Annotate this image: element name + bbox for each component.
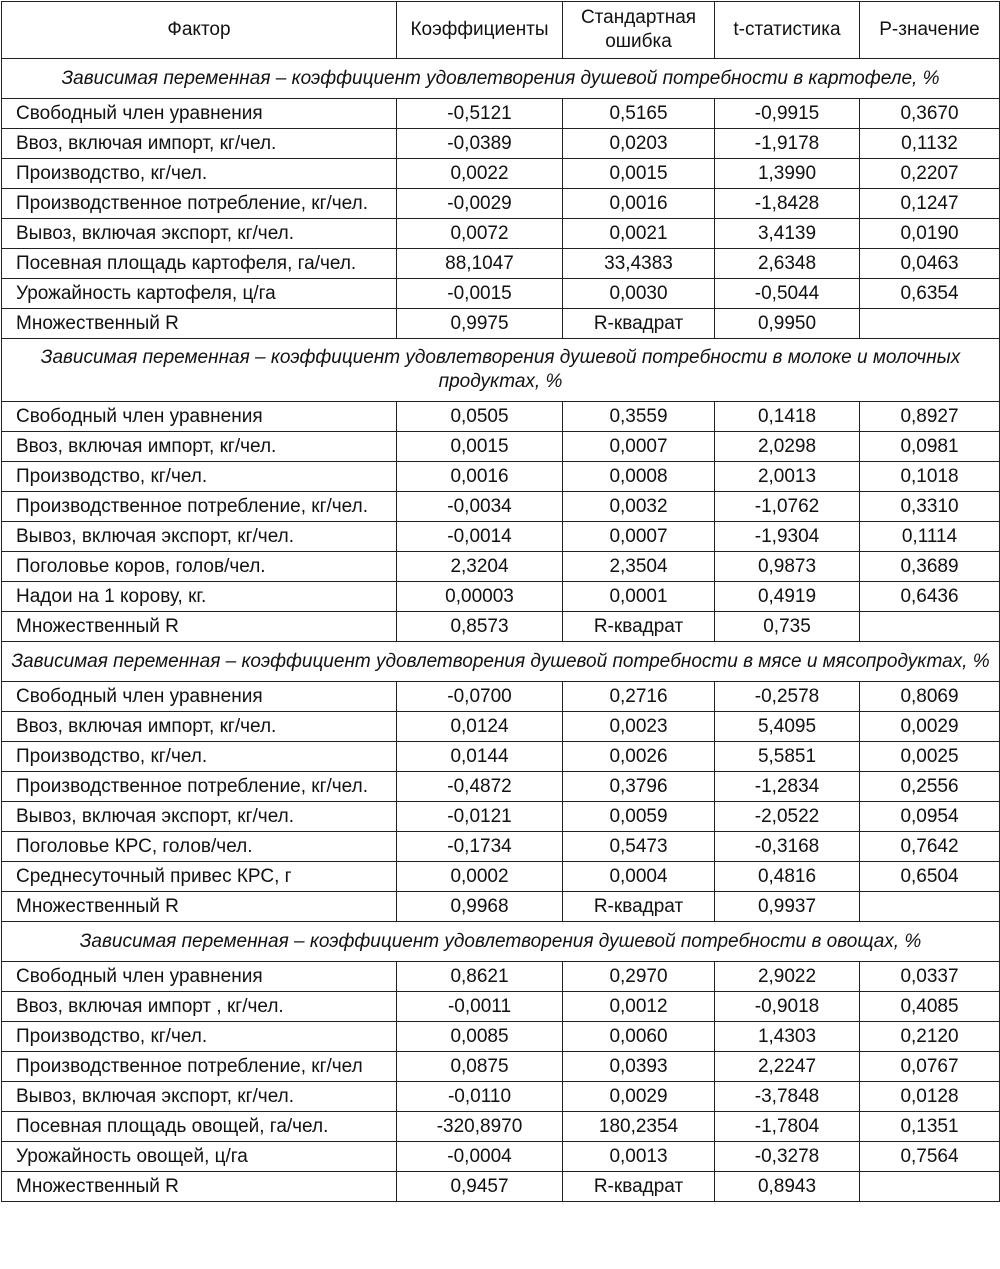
p-value-cell: 0,0463 <box>860 249 1000 279</box>
table-row <box>2 862 1000 892</box>
summary-row <box>2 1172 1000 1202</box>
multiple-r-value: 0,8573 <box>397 612 563 642</box>
p-value-cell: 0,6436 <box>860 582 1000 612</box>
table-row <box>2 462 1000 492</box>
empty-cell <box>860 612 1000 642</box>
table-row <box>2 742 1000 772</box>
summary-row <box>2 309 1000 339</box>
coefficient-cell: 2,3204 <box>397 552 563 582</box>
coefficient-cell: 0,0016 <box>397 462 563 492</box>
section-title: Зависимая переменная – коэффициент удовлетворения душевой потребности в овощах, % <box>2 922 1000 962</box>
header-t-statistic: t-статистика <box>715 2 860 59</box>
p-value-cell: 0,2556 <box>860 772 1000 802</box>
t-statistic-cell: -0,2578 <box>715 682 860 712</box>
factor-cell: Производство, кг/чел. <box>2 462 397 492</box>
table-row <box>2 1052 1000 1082</box>
factor-cell: Производственное потребление, кг/чел. <box>2 772 397 802</box>
regression-table <box>1 1 1000 1202</box>
t-statistic-cell: -2,0522 <box>715 802 860 832</box>
p-value-cell: 0,1114 <box>860 522 1000 552</box>
table-row <box>2 522 1000 552</box>
p-value-cell: 0,0029 <box>860 712 1000 742</box>
section-title: Зависимая переменная – коэффициент удовлетворения душевой потребности в молоке и молочных продуктах, % <box>2 339 1000 402</box>
section-title: Зависимая переменная – коэффициент удовлетворения душевой потребности в мясе и мясопродуктах, % <box>2 642 1000 682</box>
coefficient-cell: -0,0015 <box>397 279 563 309</box>
factor-cell: Ввоз, включая импорт, кг/чел. <box>2 712 397 742</box>
coefficient-cell: 0,0144 <box>397 742 563 772</box>
header-p-value: P-значение <box>860 2 1000 59</box>
factor-cell: Производственное потребление, кг/чел. <box>2 189 397 219</box>
t-statistic-cell: -0,9915 <box>715 99 860 129</box>
section-title-row <box>2 642 1000 682</box>
p-value-cell: 0,0337 <box>860 962 1000 992</box>
coefficient-cell: 0,00003 <box>397 582 563 612</box>
table-row <box>2 159 1000 189</box>
r-squared-label: R-квадрат <box>563 1172 715 1202</box>
multiple-r-label: Множественный R <box>2 892 397 922</box>
p-value-cell: 0,7642 <box>860 832 1000 862</box>
coefficient-cell: -0,0004 <box>397 1142 563 1172</box>
t-statistic-cell: -0,9018 <box>715 992 860 1022</box>
std-error-cell: 0,0023 <box>563 712 715 742</box>
table-row <box>2 772 1000 802</box>
multiple-r-label: Множественный R <box>2 309 397 339</box>
std-error-cell: 0,3796 <box>563 772 715 802</box>
factor-cell: Свободный член уравнения <box>2 962 397 992</box>
factor-cell: Урожайность овощей, ц/га <box>2 1142 397 1172</box>
t-statistic-cell: 1,4303 <box>715 1022 860 1052</box>
coefficient-cell: -0,1734 <box>397 832 563 862</box>
std-error-cell: 0,3559 <box>563 402 715 432</box>
coefficient-cell: 0,0015 <box>397 432 563 462</box>
p-value-cell: 0,3310 <box>860 492 1000 522</box>
r-squared-value: 0,8943 <box>715 1172 860 1202</box>
coefficient-cell: -0,5121 <box>397 99 563 129</box>
table-row <box>2 492 1000 522</box>
coefficient-cell: 0,0085 <box>397 1022 563 1052</box>
p-value-cell: 0,6354 <box>860 279 1000 309</box>
r-squared-value: 0,9950 <box>715 309 860 339</box>
std-error-cell: 0,5165 <box>563 99 715 129</box>
summary-row <box>2 892 1000 922</box>
p-value-cell: 0,0190 <box>860 219 1000 249</box>
p-value-cell: 0,2207 <box>860 159 1000 189</box>
table-row <box>2 1022 1000 1052</box>
section-title-row <box>2 59 1000 99</box>
t-statistic-cell: -0,3168 <box>715 832 860 862</box>
coefficient-cell: 0,0072 <box>397 219 563 249</box>
empty-cell <box>860 892 1000 922</box>
table-row <box>2 552 1000 582</box>
coefficient-cell: 0,0875 <box>397 1052 563 1082</box>
t-statistic-cell: -1,9304 <box>715 522 860 552</box>
coefficient-cell: 0,8621 <box>397 962 563 992</box>
std-error-cell: 2,3504 <box>563 552 715 582</box>
std-error-cell: 0,0007 <box>563 522 715 552</box>
t-statistic-cell: 0,4816 <box>715 862 860 892</box>
std-error-cell: 0,0012 <box>563 992 715 1022</box>
table-row <box>2 432 1000 462</box>
p-value-cell: 0,0981 <box>860 432 1000 462</box>
coefficient-cell: 0,0124 <box>397 712 563 742</box>
r-squared-label: R-квадрат <box>563 612 715 642</box>
coefficient-cell: -0,0011 <box>397 992 563 1022</box>
p-value-cell: 0,7564 <box>860 1142 1000 1172</box>
factor-cell: Ввоз, включая импорт , кг/чел. <box>2 992 397 1022</box>
table-row <box>2 129 1000 159</box>
table-row <box>2 712 1000 742</box>
factor-cell: Ввоз, включая импорт, кг/чел. <box>2 432 397 462</box>
t-statistic-cell: 5,5851 <box>715 742 860 772</box>
std-error-cell: 0,5473 <box>563 832 715 862</box>
p-value-cell: 0,0767 <box>860 1052 1000 1082</box>
p-value-cell: 0,1132 <box>860 129 1000 159</box>
p-value-cell: 0,2120 <box>860 1022 1000 1052</box>
p-value-cell: 0,0954 <box>860 802 1000 832</box>
factor-cell: Ввоз, включая импорт, кг/чел. <box>2 129 397 159</box>
std-error-cell: 0,0059 <box>563 802 715 832</box>
factor-cell: Свободный член уравнения <box>2 682 397 712</box>
std-error-cell: 180,2354 <box>563 1112 715 1142</box>
multiple-r-value: 0,9968 <box>397 892 563 922</box>
t-statistic-cell: 2,9022 <box>715 962 860 992</box>
std-error-cell: 0,0021 <box>563 219 715 249</box>
multiple-r-label: Множественный R <box>2 1172 397 1202</box>
std-error-cell: 0,0016 <box>563 189 715 219</box>
header-factor: Фактор <box>2 2 397 59</box>
std-error-cell: 0,0060 <box>563 1022 715 1052</box>
std-error-cell: 0,0015 <box>563 159 715 189</box>
p-value-cell: 0,8069 <box>860 682 1000 712</box>
empty-cell <box>860 309 1000 339</box>
std-error-cell: 0,2716 <box>563 682 715 712</box>
factor-cell: Производственное потребление, кг/чел. <box>2 492 397 522</box>
std-error-cell: 0,0007 <box>563 432 715 462</box>
coefficient-cell: -0,0029 <box>397 189 563 219</box>
std-error-cell: 0,0026 <box>563 742 715 772</box>
table-row <box>2 802 1000 832</box>
coefficient-cell: -0,0034 <box>397 492 563 522</box>
table-row <box>2 992 1000 1022</box>
header-coefficients: Коэффициенты <box>397 2 563 59</box>
factor-cell: Производственное потребление, кг/чел <box>2 1052 397 1082</box>
p-value-cell: 0,8927 <box>860 402 1000 432</box>
table-row <box>2 189 1000 219</box>
empty-cell <box>860 1172 1000 1202</box>
table-row <box>2 219 1000 249</box>
factor-cell: Свободный член уравнения <box>2 99 397 129</box>
p-value-cell: 0,4085 <box>860 992 1000 1022</box>
table-row <box>2 682 1000 712</box>
r-squared-label: R-квадрат <box>563 309 715 339</box>
std-error-cell: 0,0393 <box>563 1052 715 1082</box>
t-statistic-cell: -3,7848 <box>715 1082 860 1112</box>
t-statistic-cell: 2,0013 <box>715 462 860 492</box>
factor-cell: Поголовье КРС, голов/чел. <box>2 832 397 862</box>
table-row <box>2 962 1000 992</box>
coefficient-cell: -0,0110 <box>397 1082 563 1112</box>
t-statistic-cell: 0,1418 <box>715 402 860 432</box>
table-body <box>2 59 1000 1202</box>
t-statistic-cell: -1,8428 <box>715 189 860 219</box>
section-title-row <box>2 339 1000 402</box>
factor-cell: Производство, кг/чел. <box>2 159 397 189</box>
std-error-cell: 33,4383 <box>563 249 715 279</box>
table-row <box>2 402 1000 432</box>
p-value-cell: 0,0025 <box>860 742 1000 772</box>
multiple-r-label: Множественный R <box>2 612 397 642</box>
coefficient-cell: -0,0014 <box>397 522 563 552</box>
factor-cell: Надои на 1 корову, кг. <box>2 582 397 612</box>
coefficient-cell: -0,0389 <box>397 129 563 159</box>
std-error-cell: 0,0001 <box>563 582 715 612</box>
t-statistic-cell: 0,9873 <box>715 552 860 582</box>
factor-cell: Вывоз, включая экспорт, кг/чел. <box>2 522 397 552</box>
table-row <box>2 1112 1000 1142</box>
table-row <box>2 249 1000 279</box>
factor-cell: Производство, кг/чел. <box>2 742 397 772</box>
t-statistic-cell: -1,9178 <box>715 129 860 159</box>
factor-cell: Поголовье коров, голов/чел. <box>2 552 397 582</box>
multiple-r-value: 0,9975 <box>397 309 563 339</box>
coefficient-cell: 0,0022 <box>397 159 563 189</box>
header-row <box>2 2 1000 59</box>
table-row <box>2 99 1000 129</box>
r-squared-label: R-квадрат <box>563 892 715 922</box>
factor-cell: Производство, кг/чел. <box>2 1022 397 1052</box>
table-row <box>2 1142 1000 1172</box>
factor-cell: Посевная площадь овощей, га/чел. <box>2 1112 397 1142</box>
coefficient-cell: -0,0700 <box>397 682 563 712</box>
std-error-cell: 0,0008 <box>563 462 715 492</box>
p-value-cell: 0,6504 <box>860 862 1000 892</box>
t-statistic-cell: 2,0298 <box>715 432 860 462</box>
summary-row <box>2 612 1000 642</box>
t-statistic-cell: -1,2834 <box>715 772 860 802</box>
t-statistic-cell: 3,4139 <box>715 219 860 249</box>
t-statistic-cell: 2,2247 <box>715 1052 860 1082</box>
factor-cell: Вывоз, включая экспорт, кг/чел. <box>2 1082 397 1112</box>
factor-cell: Вывоз, включая экспорт, кг/чел. <box>2 219 397 249</box>
coefficient-cell: 0,0505 <box>397 402 563 432</box>
coefficient-cell: -0,0121 <box>397 802 563 832</box>
t-statistic-cell: 1,3990 <box>715 159 860 189</box>
table-row <box>2 582 1000 612</box>
t-statistic-cell: -1,7804 <box>715 1112 860 1142</box>
section-title-row <box>2 922 1000 962</box>
factor-cell: Урожайность картофеля, ц/га <box>2 279 397 309</box>
std-error-cell: 0,0030 <box>563 279 715 309</box>
t-statistic-cell: 2,6348 <box>715 249 860 279</box>
std-error-cell: 0,0029 <box>563 1082 715 1112</box>
std-error-cell: 0,2970 <box>563 962 715 992</box>
p-value-cell: 0,1351 <box>860 1112 1000 1142</box>
coefficient-cell: 0,0002 <box>397 862 563 892</box>
table-row <box>2 1082 1000 1112</box>
p-value-cell: 0,0128 <box>860 1082 1000 1112</box>
r-squared-value: 0,9937 <box>715 892 860 922</box>
std-error-cell: 0,0032 <box>563 492 715 522</box>
table-row <box>2 832 1000 862</box>
std-error-cell: 0,0013 <box>563 1142 715 1172</box>
r-squared-value: 0,735 <box>715 612 860 642</box>
factor-cell: Вывоз, включая экспорт, кг/чел. <box>2 802 397 832</box>
header-std-error: Стандартная ошибка <box>563 2 715 59</box>
t-statistic-cell: -0,3278 <box>715 1142 860 1172</box>
section-title: Зависимая переменная – коэффициент удовлетворения душевой потребности в картофеле, % <box>2 59 1000 99</box>
p-value-cell: 0,1247 <box>860 189 1000 219</box>
factor-cell: Свободный член уравнения <box>2 402 397 432</box>
coefficient-cell: 88,1047 <box>397 249 563 279</box>
t-statistic-cell: -1,0762 <box>715 492 860 522</box>
p-value-cell: 0,1018 <box>860 462 1000 492</box>
std-error-cell: 0,0004 <box>563 862 715 892</box>
multiple-r-value: 0,9457 <box>397 1172 563 1202</box>
coefficient-cell: -0,4872 <box>397 772 563 802</box>
table-row <box>2 279 1000 309</box>
factor-cell: Среднесуточный привес КРС, г <box>2 862 397 892</box>
std-error-cell: 0,0203 <box>563 129 715 159</box>
p-value-cell: 0,3670 <box>860 99 1000 129</box>
factor-cell: Посевная площадь картофеля, га/чел. <box>2 249 397 279</box>
p-value-cell: 0,3689 <box>860 552 1000 582</box>
t-statistic-cell: 5,4095 <box>715 712 860 742</box>
t-statistic-cell: 0,4919 <box>715 582 860 612</box>
coefficient-cell: -320,8970 <box>397 1112 563 1142</box>
t-statistic-cell: -0,5044 <box>715 279 860 309</box>
